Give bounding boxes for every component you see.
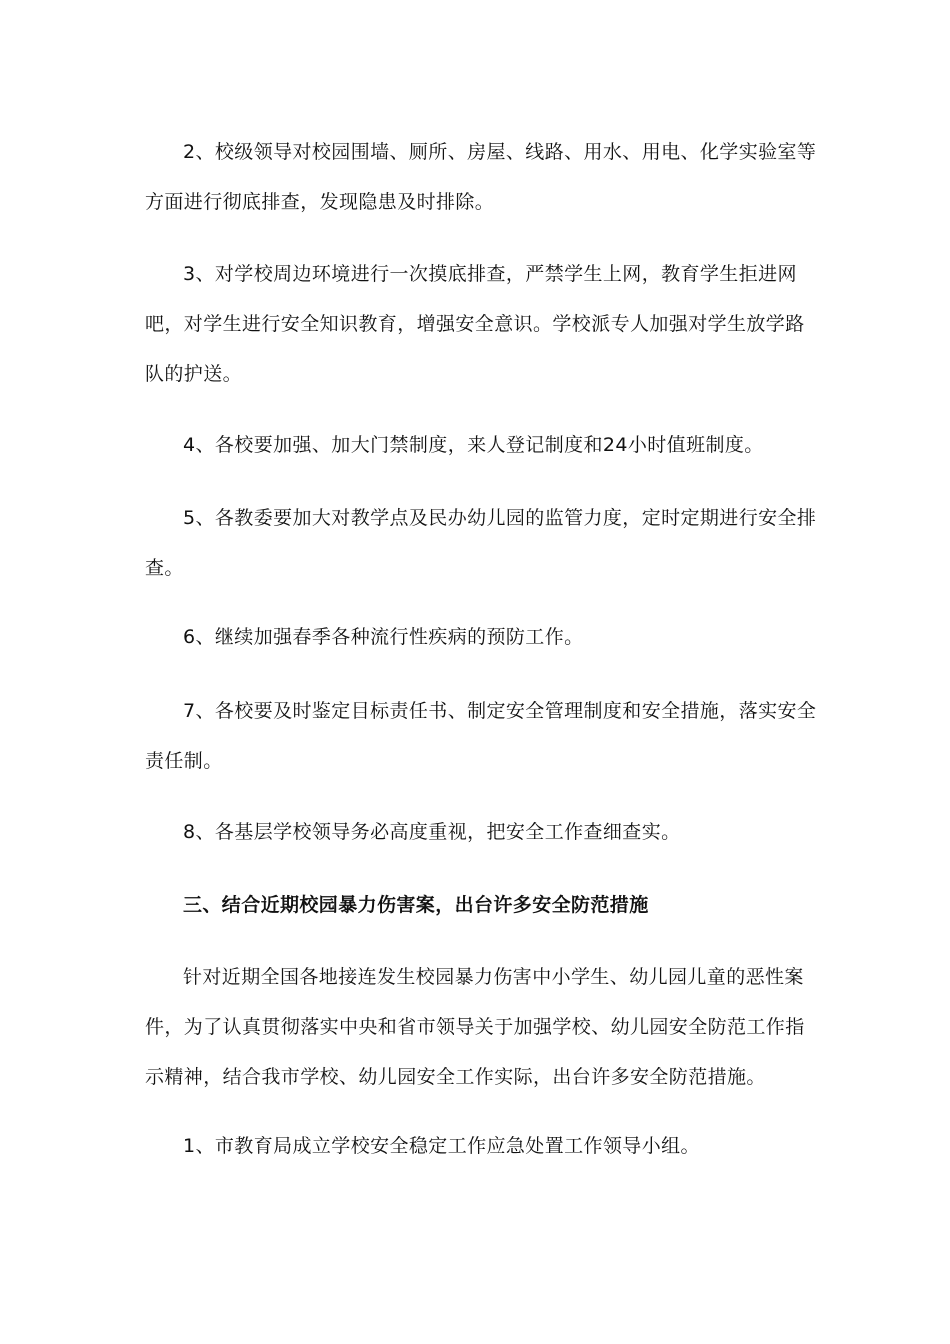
paragraph-item-3-surroundings: 3、对学校周边环境进行一次摸底排查，严禁学生上网，教育学生拒进网吧，对学生进行安全知识教育，增强安全意识。学校派专人加强对学生放学路队的护送。 (145, 263, 805, 385)
paragraph-item-8-leadership: 8、各基层学校领导务必高度重视，把安全工作查细查实。 (183, 821, 681, 843)
paragraph-section-3-item-1: 1、市教育局成立学校安全稳定工作应急处置工作领导小组。 (183, 1135, 700, 1157)
paragraph-section-3-intro: 针对近期全国各地接连发生校园暴力伤害中小学生、幼儿园儿童的恶性案件，为了认真贯彻落实中央和省市领导关于加强学校、幼儿园安全防范工作指示精神，结合我市学校、幼儿园安全工作实际，出台许多安全防范措施。 (145, 966, 805, 1088)
paragraph-item-7-responsibility: 7、各校要及时鉴定目标责任书、制定安全管理制度和安全措施，落实安全责任制。 (145, 700, 817, 772)
paragraph-item-6-disease-prevention: 6、继续加强春季各种流行性疾病的预防工作。 (183, 626, 584, 648)
section-heading-3: 三、结合近期校园暴力伤害案，出台许多安全防范措施 (183, 894, 649, 916)
paragraph-item-4-access-control: 4、各校要加强、加大门禁制度，来人登记制度和24小时值班制度。 (183, 434, 764, 456)
paragraph-item-5-supervision: 5、各教委要加大对教学点及民办幼儿园的监管力度，定时定期进行安全排查。 (145, 507, 817, 579)
paragraph-item-2-inspection: 2、校级领导对校园围墙、厕所、房屋、线路、用水、用电、化学实验室等方面进行彻底排查，发现隐患及时排除。 (145, 141, 817, 213)
